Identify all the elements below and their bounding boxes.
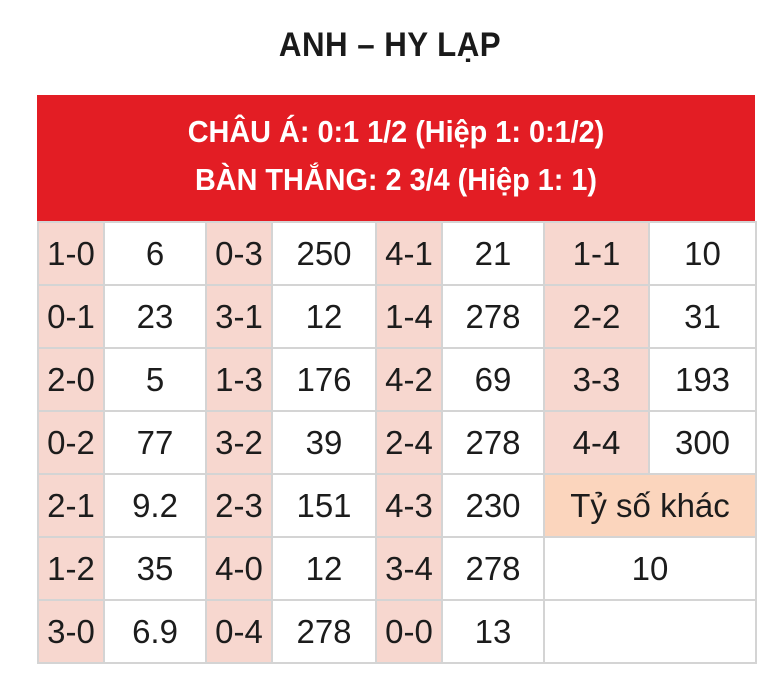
score-cell: 3-0	[38, 600, 104, 663]
match-title: ANH – HY LẠP	[278, 26, 502, 64]
score-cell: 4-4	[544, 411, 649, 474]
odds-cell: 176	[272, 348, 376, 411]
odds-cell: 31	[649, 285, 756, 348]
table-row	[38, 222, 756, 285]
score-cell: 2-3	[206, 474, 272, 537]
other-scores-label: Tỷ số khác	[544, 474, 756, 537]
table-row	[38, 600, 756, 663]
odds-cell: 6.9	[104, 600, 206, 663]
asian-handicap-line: CHÂU Á: 0:1 1/2 (Hiệp 1: 0:1/2)	[187, 114, 605, 149]
odds-cell: 10	[649, 222, 756, 285]
score-cell: 2-4	[376, 411, 442, 474]
odds-cell: 250	[272, 222, 376, 285]
score-cell: 1-4	[376, 285, 442, 348]
odds-cell: 151	[272, 474, 376, 537]
score-cell: 0-0	[376, 600, 442, 663]
table-row	[38, 537, 756, 600]
other-scores-odds: 10	[544, 537, 756, 600]
table-row	[38, 411, 756, 474]
score-cell: 3-2	[206, 411, 272, 474]
odds-cell: 278	[442, 411, 544, 474]
empty-cell	[544, 600, 756, 663]
score-cell: 2-0	[38, 348, 104, 411]
odds-cell: 39	[272, 411, 376, 474]
score-odds-table	[37, 221, 757, 664]
score-cell: 4-1	[376, 222, 442, 285]
odds-cell: 6	[104, 222, 206, 285]
odds-cell: 193	[649, 348, 756, 411]
odds-cell: 5	[104, 348, 206, 411]
score-cell: 3-3	[544, 348, 649, 411]
odds-cell: 77	[104, 411, 206, 474]
score-cell: 0-1	[38, 285, 104, 348]
score-cell: 0-3	[206, 222, 272, 285]
score-cell: 1-2	[38, 537, 104, 600]
score-cell: 1-3	[206, 348, 272, 411]
odds-cell: 9.2	[104, 474, 206, 537]
odds-banner	[37, 95, 755, 221]
score-cell: 0-4	[206, 600, 272, 663]
odds-cell: 35	[104, 537, 206, 600]
odds-cell: 278	[442, 285, 544, 348]
score-cell: 4-3	[376, 474, 442, 537]
odds-cell: 69	[442, 348, 544, 411]
score-cell: 2-1	[38, 474, 104, 537]
odds-cell: 13	[442, 600, 544, 663]
odds-cell: 21	[442, 222, 544, 285]
total-goals-line: BÀN THẮNG: 2 3/4 (Hiệp 1: 1)	[194, 162, 598, 197]
table-row	[38, 348, 756, 411]
table-row	[38, 285, 756, 348]
score-cell: 3-4	[376, 537, 442, 600]
odds-cell: 278	[272, 600, 376, 663]
odds-cell: 12	[272, 285, 376, 348]
score-cell: 0-2	[38, 411, 104, 474]
score-cell: 1-0	[38, 222, 104, 285]
score-cell: 1-1	[544, 222, 649, 285]
odds-cell: 12	[272, 537, 376, 600]
odds-cell: 23	[104, 285, 206, 348]
score-cell: 4-0	[206, 537, 272, 600]
odds-cell: 230	[442, 474, 544, 537]
score-cell: 3-1	[206, 285, 272, 348]
odds-cell: 300	[649, 411, 756, 474]
table-row	[38, 474, 756, 537]
score-cell: 2-2	[544, 285, 649, 348]
odds-cell: 278	[442, 537, 544, 600]
score-cell: 4-2	[376, 348, 442, 411]
